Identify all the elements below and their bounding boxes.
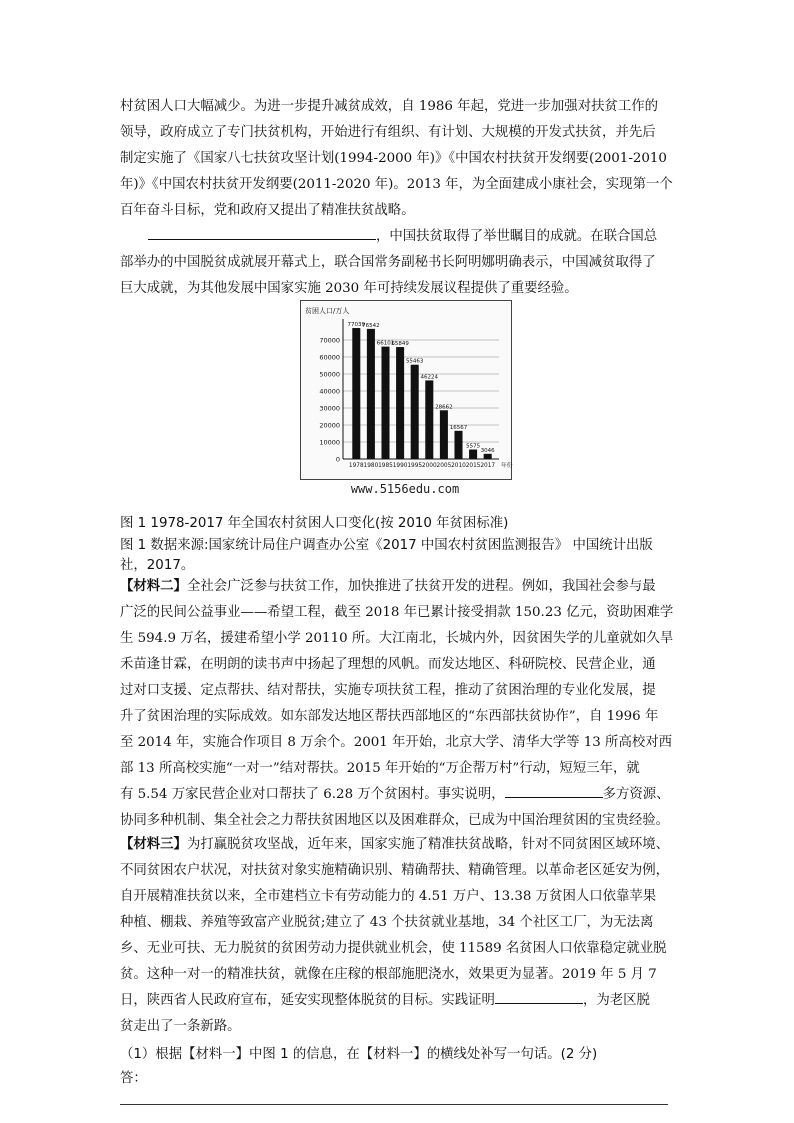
material3-line: 贫走出了一条新路。 — [120, 1019, 241, 1034]
x-tick-label: 2005 — [436, 463, 452, 469]
chart-frame — [300, 300, 512, 480]
material1-line: 领导，政府成立了专门扶贫机构，开始进行有组织、有计划、大规模的开发式扶贫，并先后 — [120, 125, 656, 140]
material2-line: 禾苗逢甘霖，在明朗的读书声中扬起了理想的风帆。而发达地区、科研院校、民营企业，通 — [120, 657, 656, 672]
figure-caption: 图 1 1978-2017 年全国农村贫困人口变化(按 2010 年贫困标准) — [120, 516, 509, 531]
data-label: 55463 — [405, 358, 424, 365]
material3-text: 为打赢脱贫攻坚战，近年来，国家实施了精准扶贫战略，针对不同贫困区域环境、 — [186, 837, 670, 852]
material1-line: 年)》《中国农村扶贫开发纲要(2011-2020 年)。2013 年，为全面建成小康社会，实现第一个 — [120, 177, 673, 192]
watermark: www.5156edu.com — [350, 482, 460, 496]
x-tick-label: 1990 — [392, 463, 408, 469]
material3-line: 贫。这种一对一的精准扶贫，就像在庄稼的根部施肥浇水，效果更为显著。2019 年 5 月 7 — [120, 967, 657, 982]
material2-line: 部 13 所高校实施“一对一”结对帮扶。2015 年开始的“万企帮万村”行动，短短三年，就 — [120, 761, 640, 776]
y-tick-label: 70000 — [319, 336, 340, 345]
data-label: 65849 — [391, 341, 409, 348]
material2-line: 广泛的民间公益事业——希望工程，截至 2018 年已累计接受捐款 150.23 亿元，资助困难学 — [120, 605, 674, 620]
material2-line: 升了贫困治理的实际成效。如东部发达地区帮扶西部地区的“东西部扶贫协作”，自 1996 年 — [120, 709, 659, 724]
bar-1978 — [352, 328, 360, 459]
answer-blank[interactable] — [495, 989, 583, 1004]
material2-line: 协同多种机制、集全社会之力帮扶贫困地区以及困难群众，已成为中国治理贫困的宝贵经验。 — [120, 813, 670, 828]
material3-tag: 【材料三】 — [120, 837, 187, 852]
data-label: 77039 — [347, 322, 366, 329]
material3-line: 不同贫困农户状况，对扶贫对象实施精确识别、精确帮扶、精确管理。以革命老区延安为例， — [120, 863, 670, 878]
material2-first-line — [120, 574, 676, 600]
answer-blank[interactable] — [505, 783, 603, 798]
material3-fill-line — [120, 988, 676, 1014]
data-label: 66101 — [376, 340, 395, 347]
bar-1995 — [411, 365, 419, 459]
answer-label: 答： — [120, 1071, 147, 1086]
material3-line: 乡、无业可扶、无力脱贫的贫困劳动力提供就业机会，使 11589 名贫困人口依靠稳定就业脱 — [120, 941, 667, 956]
material2-text: 有 5.54 万家民营企业对口帮扶了 6.28 万个贫困村。事实说明， — [120, 787, 505, 802]
material3-first-line — [120, 832, 676, 858]
material1-line: 制定实施了《国家八七扶贫攻坚计划(1994-2000 年)》《中国农村扶贫开发纲要(2001-2010 — [120, 151, 667, 166]
material2-line: 生 594.9 万名，援建希望小学 20110 所。大江南北，长城内外，因贫困失学的儿童就如久旱 — [120, 631, 674, 646]
data-label: 3046 — [480, 447, 495, 454]
material3-text: 日，陕西省人民政府宣布，延安实现整体脱贫的目标。实践证明 — [120, 993, 495, 1008]
x-tick-label: 2010 — [451, 463, 466, 469]
x-tick-label: 1980 — [363, 463, 379, 469]
data-label: 46224 — [420, 374, 439, 381]
bar-2017 — [484, 454, 492, 459]
material3-line: 自开展精准扶贫以来，全市建档立卡有劳动能力的 4.51 万户、13.38 万贫困人口依靠苹果 — [120, 889, 657, 904]
answer-blank[interactable] — [148, 225, 376, 240]
material2-tag: 【材料二】 — [120, 579, 187, 594]
material2-text: 多方资源、 — [602, 787, 670, 802]
y-tick-label: 50000 — [319, 370, 340, 379]
bar-1990 — [396, 347, 404, 459]
material1-line: 百年奋斗目标，党和政府又提出了精准扶贫战略。 — [120, 203, 415, 218]
figure-source: 图 1 数据来源:国家统计局住户调查办公室《2017 中国农村贫困监测报告》 中国统计出版 — [120, 538, 653, 553]
y-tick-label: 60000 — [319, 353, 340, 362]
figure-source: 社，2017。 — [120, 558, 195, 573]
bar-1985 — [381, 347, 389, 459]
material2-line: 过对口支援、定点帮扶、结对帮扶，实施专项扶贫工程，推动了贫困治理的专业化发展，提 — [120, 683, 656, 698]
figure-1 — [300, 300, 513, 500]
material1-fill-line — [120, 224, 676, 250]
y-tick-label: 30000 — [319, 404, 340, 413]
material1-line: 巨大成就，为其他发展中国家实施 2030 年可持续发展议程提供了重要经验。 — [120, 281, 578, 296]
x-tick-label: 2015 — [465, 463, 481, 469]
y-tick-label: 40000 — [319, 387, 340, 396]
x-tick-label: 1985 — [378, 463, 393, 469]
x-tick-label: 1995 — [407, 463, 423, 469]
material2-line: 至 2014 年，实施合作项目 8 万余个。2001 年开始，北京大学、清华大学等 13 所高校对西 — [120, 735, 673, 750]
y-tick-label: 10000 — [319, 438, 340, 447]
material1-line: 村贫困人口大幅减少。为进一步提升减贫成效，自 1986 年起，党进一步加强对扶贫工作的 — [120, 99, 659, 114]
material3-line: 种植、棚栽、养殖等致富产业脱贫;建立了 43 个扶贫就业基地，34 个社区工厂，为无法离 — [120, 915, 654, 930]
y-tick-label: 0 — [335, 455, 340, 464]
material3-text: ，为老区脱 — [582, 993, 650, 1008]
poverty-bar-chart — [301, 301, 511, 479]
x-axis-label: 年份 — [501, 463, 513, 469]
answer-line[interactable] — [120, 1104, 668, 1105]
bar-1980 — [367, 329, 375, 459]
data-label: 16567 — [449, 424, 468, 431]
bar-2000 — [425, 380, 433, 459]
material1-line: 部举办的中国脱贫成就展开幕式上，联合国常务副秘书长阿明娜明确表示，中国减贫取得了 — [120, 255, 656, 270]
bar-2015 — [469, 450, 477, 459]
data-label: 76542 — [362, 322, 380, 329]
bar-2005 — [440, 410, 448, 459]
x-tick-label: 2000 — [421, 463, 437, 469]
x-tick-label: 2017 — [480, 463, 496, 469]
bar-2010 — [454, 431, 462, 459]
x-tick-label: 1978 — [348, 463, 364, 469]
question-1: （1）根据【材料一】中图 1 的信息，在【材料一】的横线处补写一句话。(2 分) — [120, 1047, 598, 1062]
material2-fill-line — [120, 782, 676, 808]
data-label: 5575 — [466, 443, 481, 450]
data-label: 28662 — [435, 404, 453, 411]
y-axis-label: 贫困人口/万人 — [305, 307, 350, 315]
material1-text: ，中国扶贫取得了举世瞩目的成就。在联合国总 — [376, 229, 658, 244]
y-tick-label: 20000 — [319, 421, 340, 430]
material2-text: 全社会广泛参与扶贫工作，加快推进了扶贫开发的进程。例如，我国社会参与最 — [186, 579, 656, 594]
